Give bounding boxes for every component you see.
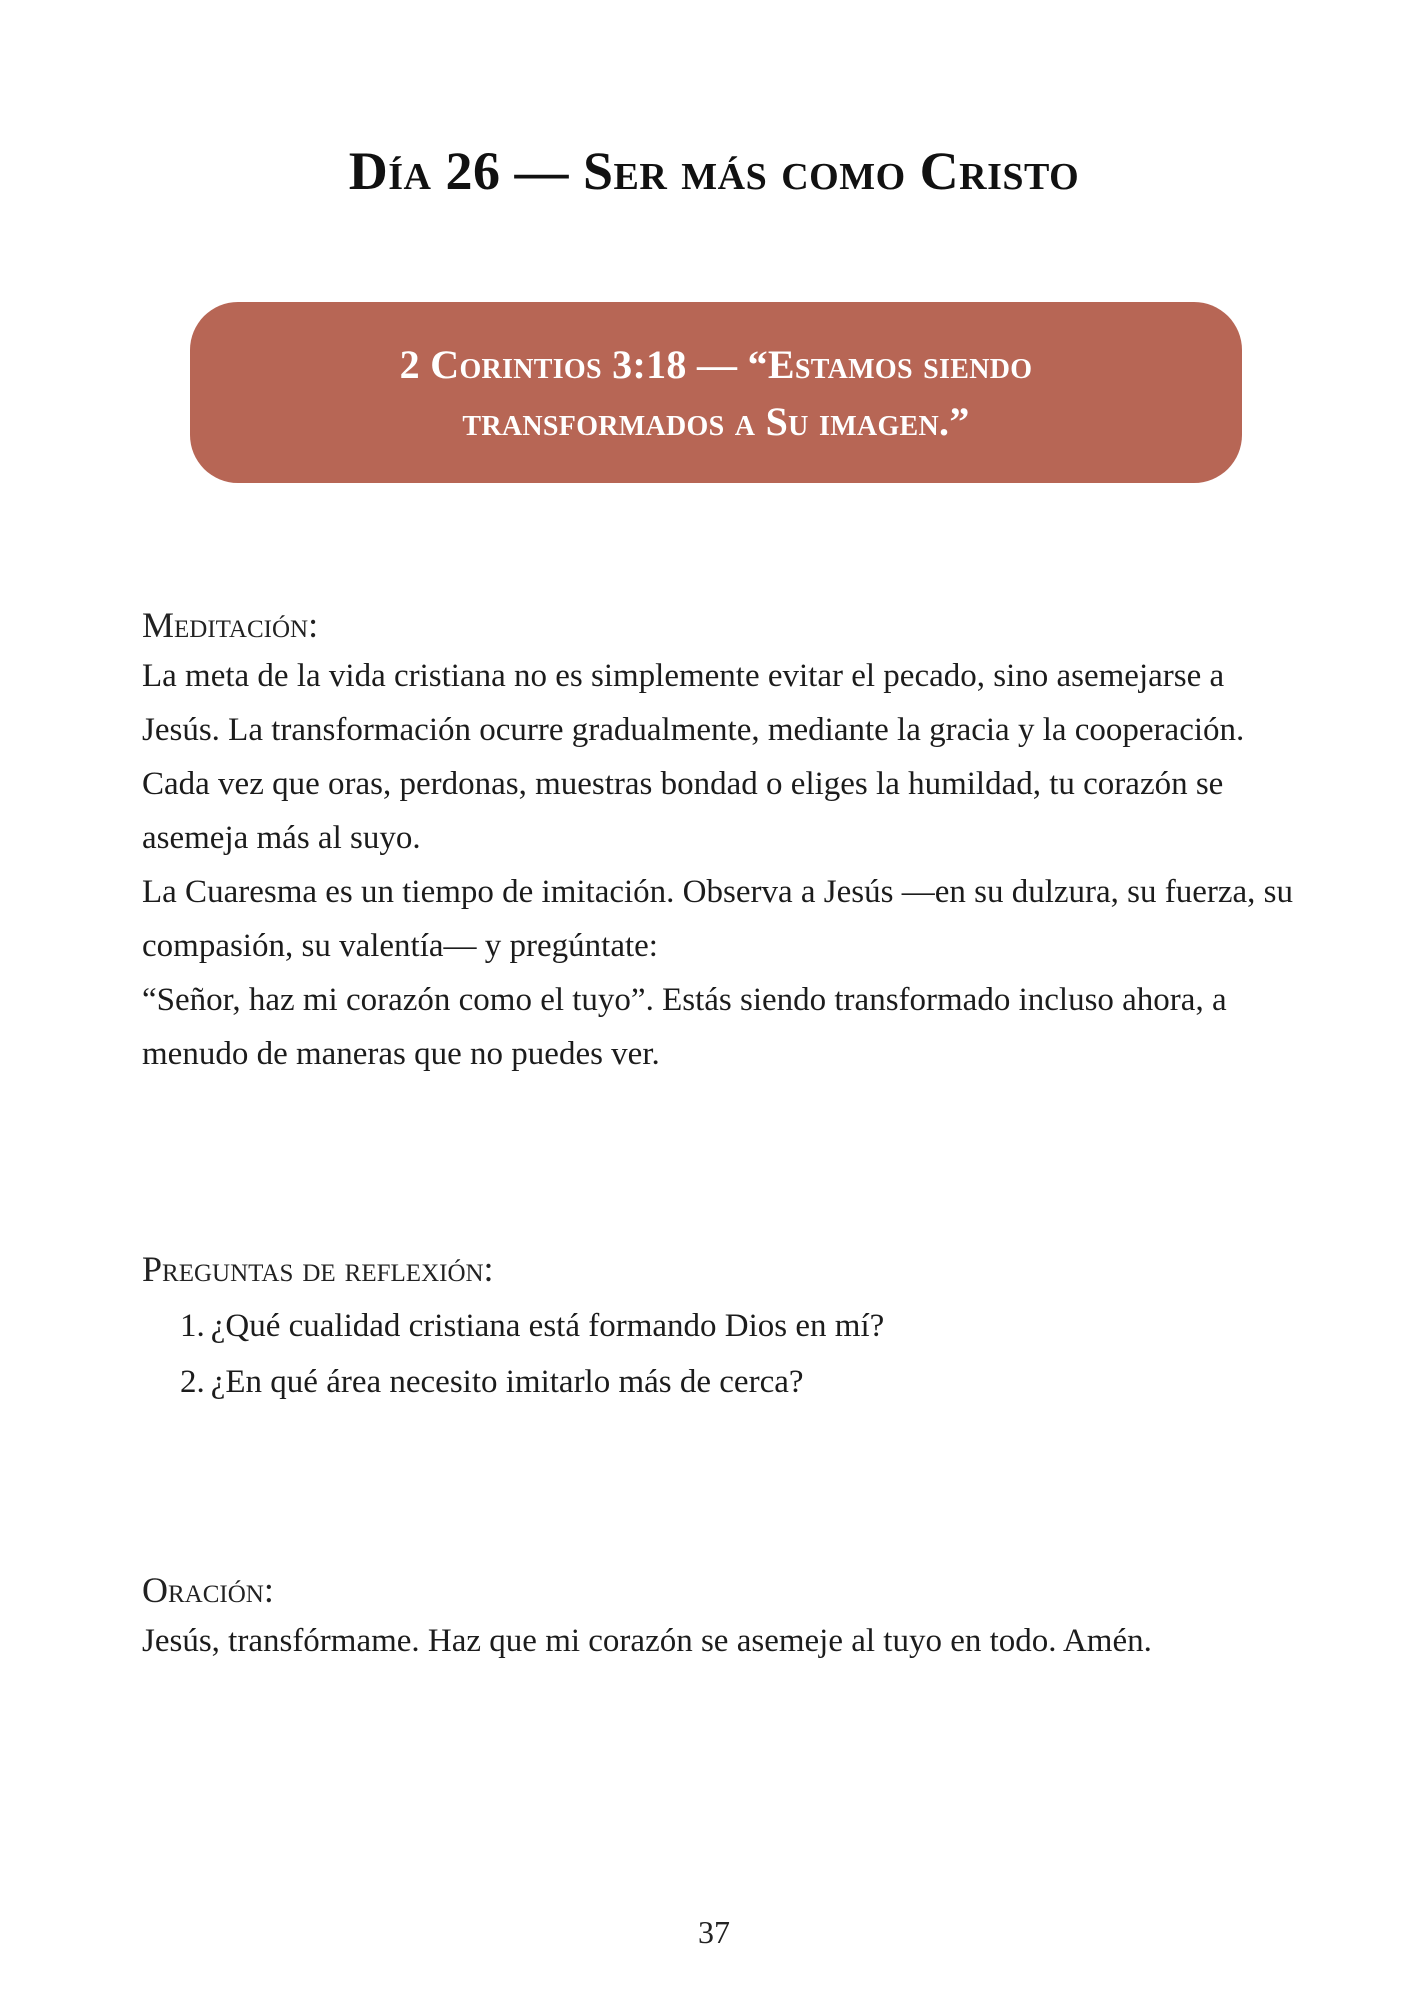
question-text: ¿En qué área necesito imitarlo más de cerca?	[210, 1364, 804, 1400]
reflection-question-list	[142, 1298, 884, 1410]
verse-text: 2 Corintios 3:18 — “Estamos siendo transformados a Su imagen.”	[399, 341, 1033, 444]
prayer-text: Jesús, transfórmame. Haz que mi corazón se asemeje al tuyo en todo. Amén.	[142, 1623, 1152, 1659]
reflection-question	[142, 1298, 884, 1354]
prayer-heading: Oración:	[142, 1570, 274, 1610]
page-title: Día 26 — Ser más como Cristo	[348, 141, 1080, 201]
reflection-heading: Preguntas de reflexión:	[142, 1249, 494, 1289]
reflection-question	[142, 1354, 884, 1410]
question-number: 2.	[180, 1364, 205, 1400]
meditation-paragraph: La meta de la vida cristiana no es simplemente evitar el pecado, sino asemejarse a Jesús. La transformación ocurre gradualmente, mediante la gracia y la cooperación. Cada vez que oras, perdonas, muestras bondad o eliges la humildad, tu corazón se asemeja más al suyo.	[142, 658, 1245, 856]
prayer-body	[142, 1614, 1302, 1668]
page-number: 37	[698, 1914, 730, 1950]
meditation-paragraph: “Señor, haz mi corazón como el tuyo”. Estás siendo transformado incluso ahora, a menudo de maneras que no puedes ver.	[142, 982, 1227, 1072]
verse-banner	[190, 302, 1242, 483]
meditation-heading: Meditación:	[142, 605, 319, 645]
question-number: 1.	[180, 1308, 205, 1344]
question-text: ¿Qué cualidad cristiana está formando Dios en mí?	[210, 1308, 885, 1344]
meditation-paragraph: La Cuaresma es un tiempo de imitación. Observa a Jesús —en su dulzura, su fuerza, su compasión, su valentía— y pregúntate:	[142, 874, 1294, 964]
meditation-body	[142, 649, 1302, 1081]
